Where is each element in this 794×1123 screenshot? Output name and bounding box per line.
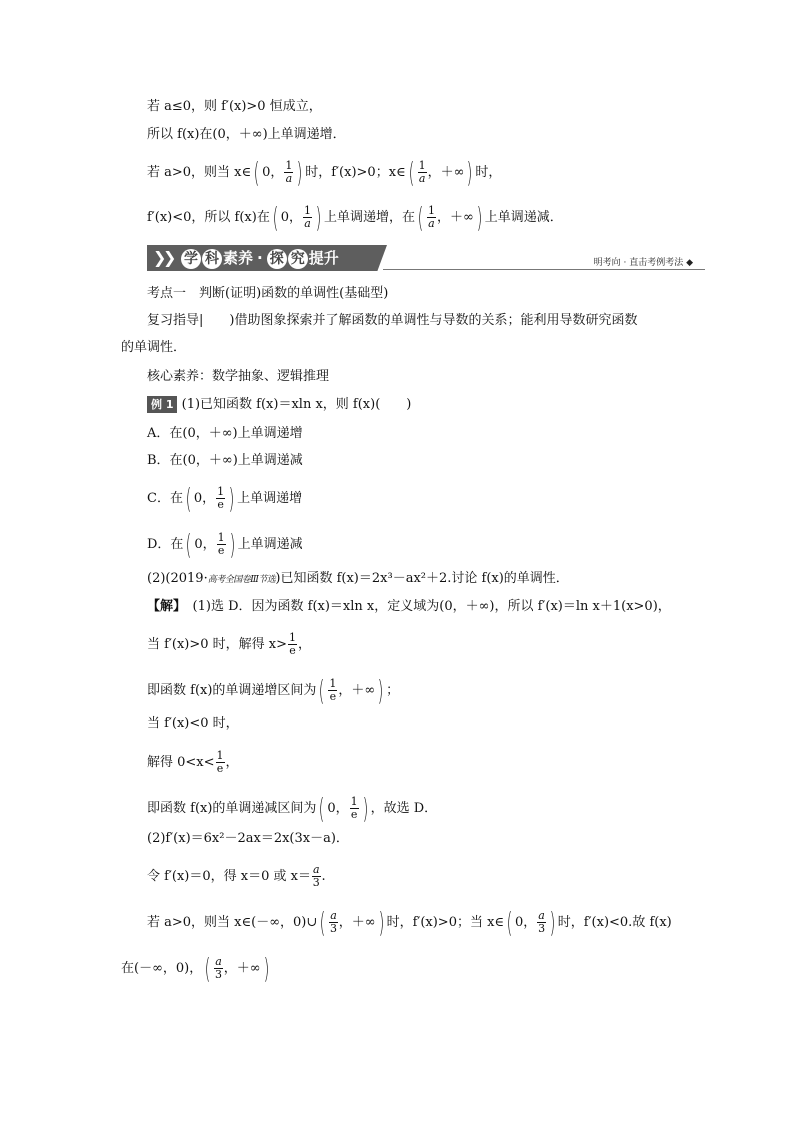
text-line: 若 a≤0，则 f′(x)>0 恒成立， xyxy=(147,99,322,114)
text-line: f′(x)<0，所以 f(x)在( 0， $\frac{1}{a}$ ) 上单调递增，在( $\frac{1}{a}$ ，＋∞) 上单调递减． xyxy=(147,200,563,234)
solution-line: 解得 0<x< $\frac{1}{e}$ ， xyxy=(147,749,239,775)
solution-line: 当 f′(x)<0 时， xyxy=(147,716,239,731)
option-a: A．在(0，＋∞)上单调递增 xyxy=(147,426,303,441)
text-line: 所以 f(x)在(0，＋∞)上单调递增． xyxy=(147,127,346,142)
text-line: 核心素养：数学抽象、逻辑推理 xyxy=(147,369,330,384)
banner-rule xyxy=(383,269,705,270)
text-line: 的单调性． xyxy=(121,340,187,355)
example-question: 例 1 (1)已知函数 f(x)＝xln x，则 f(x)( ) xyxy=(147,396,411,414)
banner-subtitle: 明考向 · 直击考例考法 ◆ xyxy=(593,258,693,268)
example-question-2: (2)(2019·高考全国卷Ⅲ节选)已知函数 f(x)＝2x³－ax²＋2.讨论 f(x)的单调性． xyxy=(147,571,569,586)
text-line: 复习指导| )借助图象探索并了解函数的单调性与导数的关系；能利用导数研究函数 xyxy=(147,313,638,328)
solution-line: 在(－∞，0)，( $\frac{a}{3}$ ，＋∞) xyxy=(121,951,269,985)
chevron-icon: ❯ xyxy=(163,248,177,267)
option-d: D．在( 0， $\frac{1}{e}$ ) 上单调递减 xyxy=(147,527,303,561)
option-c: C．在( 0， $\frac{1}{e}$ ) 上单调递增 xyxy=(147,481,303,515)
chevron-icon: ❯ xyxy=(153,248,167,267)
solution-line: (2)f′(x)＝6x²－2ax＝2x(3x－a)． xyxy=(147,831,349,846)
solution-line: 令 f′(x)＝0，得 x＝0 或 x＝ $\frac{a}{3}$ . xyxy=(147,863,326,889)
section-banner xyxy=(147,245,705,271)
solution-line: 当 f′(x)>0 时，解得 x> $\frac{1}{e}$ ， xyxy=(147,631,312,657)
solution-line: 即函数 f(x)的单调递减区间为( 0， $\frac{1}{e}$ ) ，故选 D． xyxy=(147,791,438,825)
solution-line: 即函数 f(x)的单调递增区间为( $\frac{1}{e}$ ，＋∞) ； xyxy=(147,673,400,707)
example-badge: 例 1 xyxy=(147,396,177,413)
text-line: 若 a>0，则当 x∈( 0， $\frac{1}{a}$ ) 时，f′(x)>0；x∈( $\frac{1}{a}$ ，＋∞) 时， xyxy=(147,155,502,189)
banner-title: 学 科 素养 · 探 究 提升 xyxy=(181,248,339,269)
option-b: B．在(0，＋∞)上单调递减 xyxy=(147,453,303,468)
solution-line: 【解】 (1)选 D．因为函数 f(x)＝xln x，定义域为(0，＋∞)，所以 f′(x)＝ln x＋1(x>0)， xyxy=(147,599,671,614)
solution-line: 若 a>0，则当 x∈(－∞，0)∪( $\frac{a}{3}$ ，＋∞) 时，f′(x)>0；当 x∈( 0， $\frac{a}{3}$ ) 时，f′(x)<0.故 f(x) xyxy=(147,905,672,939)
section-heading: 考点一 判断(证明)函数的单调性(基础型) xyxy=(147,286,389,301)
